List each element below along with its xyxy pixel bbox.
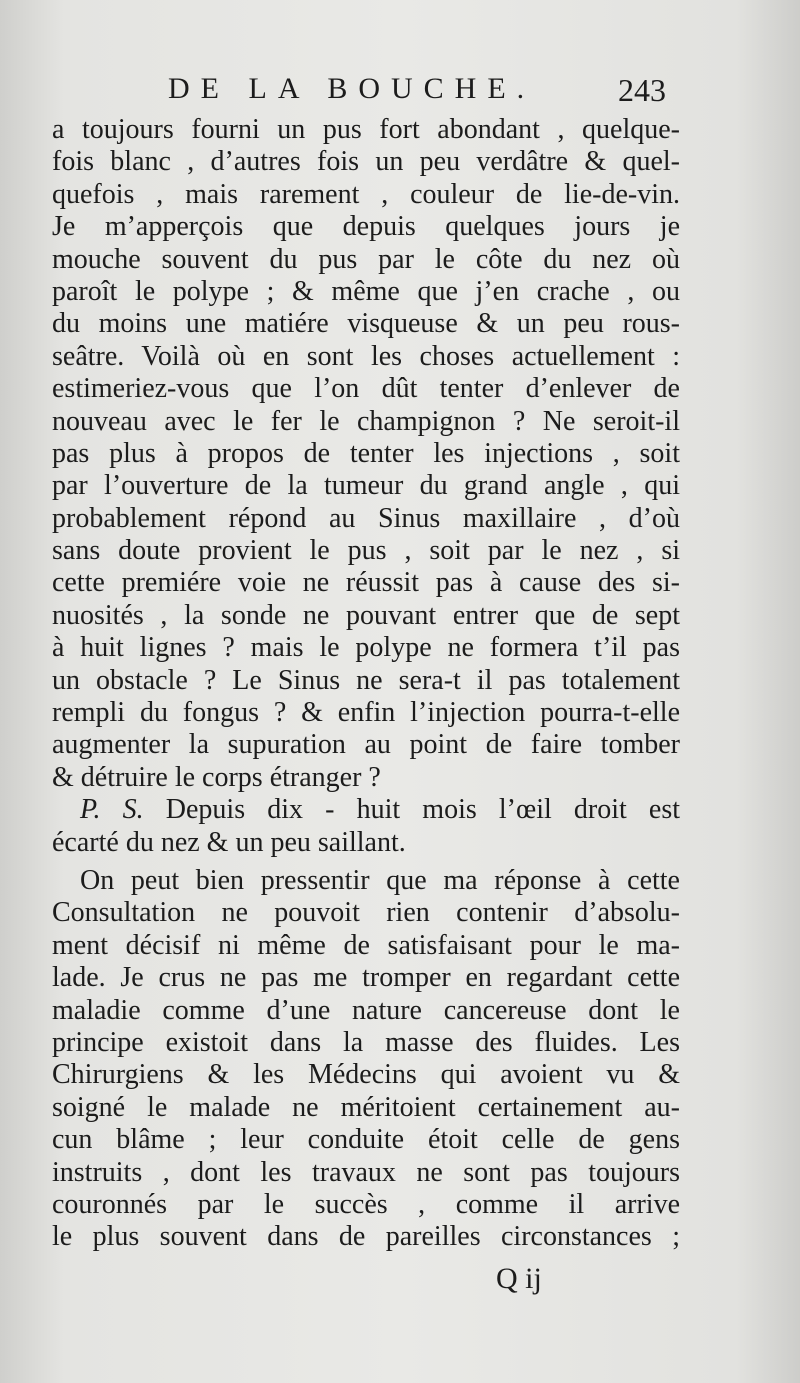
text-line: pas plus à propos de tenter les injections , soit [52,437,680,469]
postscript-line [52,794,680,826]
text-line: rempli du fongus ? & enfin l’injection pourra-t-elle [52,697,680,729]
text-line: Je m’apperçois que depuis quelques jours je [52,211,680,243]
text-line: soigné le malade ne méritoient certainement au- [52,1091,680,1123]
text-line: à huit lignes ? mais le polype ne formera t’il pas [52,632,680,664]
text-line: principe existoit dans la masse des fluides. Les [52,1026,680,1058]
page-header [0,68,800,114]
text-line: nuosités , la sonde ne pouvant entrer que de sept [52,599,680,631]
text-line: instruits , dont les travaux ne sont pas toujours [52,1156,680,1188]
text-line: fois blanc , d’autres fois un peu verdâtre & quel- [52,146,680,178]
postscript-label: P. S. [80,794,144,826]
text-line: le plus souvent dans de pareilles circonstances ; [52,1221,680,1253]
text-line: du moins une matiére visqueuse & un peu rous- [52,308,680,340]
text-line: On peut bien pressentir que ma réponse à cette [80,864,680,896]
text-line: estimeriez-vous que l’on dût tenter d’enlever de [52,373,680,405]
postscript-text: Depuis dix - huit mois l’œil droit est [165,794,680,826]
running-head: DE LA BOUCHE. [168,72,536,105]
text-line: seâtre. Voilà où en sont les choses actuellement : [52,340,680,372]
text-line: Consultation ne pouvoit rien contenir d’absolu- [52,897,680,929]
text-line: cun blâme ; leur conduite étoit celle de gens [52,1124,680,1156]
text-line: sans doute provient le pus , soit par le nez , si [52,535,680,567]
postscript-line: écarté du nez & un peu saillant. [52,826,406,858]
text-line: probablement répond au Sinus maxillaire , d’où [52,502,680,534]
text-line: un obstacle ? Le Sinus ne sera-t il pas totalement [52,664,680,696]
text-line: paroît le polype ; & même que j’en crache , ou [52,275,680,307]
text-line: mouche souvent du pus par le côte du nez où [52,243,680,275]
text-line: augmenter la supuration au point de faire tomber [52,729,680,761]
text-line: & détruire le corps étranger ? [52,761,381,793]
text-line: nouveau avec le fer le champignon ? Ne seroit-il [52,405,680,437]
text-line: a toujours fourni un pus fort abondant , quelque- [52,114,680,145]
text-line: couronnés par le succès , comme il arrive [52,1188,680,1220]
text-line: maladie comme d’une nature cancereuse dont le [52,994,680,1026]
main-text [52,114,680,1254]
text-line: lade. Je crus ne pas me tromper en regardant cette [52,962,680,994]
text-line: par l’ouverture de la tumeur du grand angle , qui [52,470,680,502]
text-line: quefois , mais rarement , couleur de lie-de-vin. [52,178,680,210]
text-line: ment décisif ni même de satisfaisant pour le ma- [52,929,680,961]
page-number: 243 [618,72,666,108]
printer-signature: Q ij [496,1262,542,1295]
text-line: cette premiére voie ne réussit pas à cause des si- [52,567,680,599]
text-line: Chirurgiens & les Médecins qui avoient vu & [52,1059,680,1091]
